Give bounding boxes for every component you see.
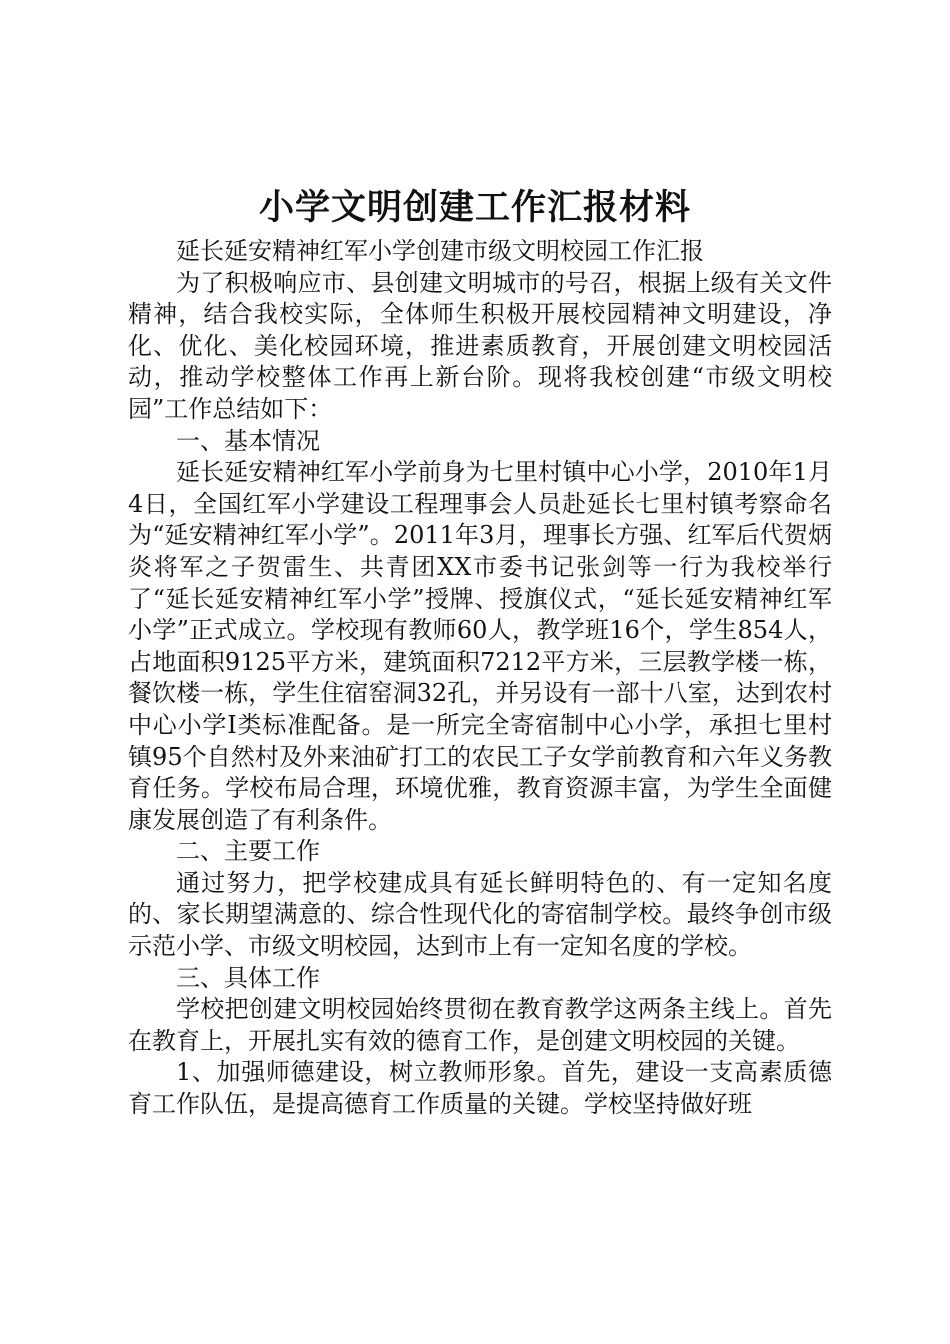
document-title: 小学文明创建工作汇报材料	[258, 188, 691, 228]
main-work-paragraph: 通过努力，把学校建成具有延长鲜明特色的、有一定知名度的、家长期望满意的、综合性现代化的寄宿制学校。最终争创市级示范小学、市级文明校园，达到市上有一定知名度的学校。	[128, 868, 832, 961]
section-heading-main-work: 二、主要工作	[176, 837, 320, 866]
specific-work-paragraph: 学校把创建文明校园始终贯彻在教育教学这两条主线上。首先在教育上，开展扎实有效的德育工作，是创建文明校园的关键。	[128, 995, 832, 1055]
section-heading-specific-work: 三、具体工作	[176, 963, 320, 992]
intro-paragraph: 为了积极响应市、县创建文明城市的号召，根据上级有关文件精神，结合我校实际，全体师生积极开展校园精神文明建设，净化、优化、美化校园环境，推进素质教育，开展创建文明校园活动，推动学校整体工作再上新台阶。现将我校创建“市级文明校园”工作总结如下：	[128, 268, 832, 423]
teacher-ethics-paragraph: 1、加强师德建设，树立教师形象。首先，建设一支高素质德育工作队伍，是提高德育工作质量的关键。学校坚持做好班	[128, 1058, 832, 1119]
basic-situation-paragraph: 延长延安精神红军小学前身为七里村镇中心小学，2010年1月4日，全国红军小学建设工程理事会人员赴延长七里村镇考察命名为“延安精神红军小学”。2011年3月，理事长方强、红军后代贺炳炎将军之子贺雷生、共青团XX市委书记张剑等一行为我校举行了“延长延安精神红军小学”授牌、授旗仪式，“延长延安精神红军小学”正式成立。学校现有教师60人，教学班16个，学生854人，占地面积9125平方米，建筑面积7212平方米，三层教学楼一栋，餐饮楼一栋，学生住宿窑洞32孔，并另设有一部十八室，达到农村中心小学Ⅰ类标准配备。是一所完全寄宿制中心小学，承担七里村镇95个自然村及外来油矿打工的农民工子女学前教育和六年义务教育任务。学校布局合理，环境优雅，教育资源丰富，为学生全面健康发展创造了有利条件。	[128, 458, 832, 834]
document-body	[128, 236, 832, 1121]
report-subtitle: 延长延安精神红军小学创建市级文明校园工作汇报	[176, 237, 704, 265]
section-heading-basic-situation: 一、基本情况	[176, 426, 320, 455]
